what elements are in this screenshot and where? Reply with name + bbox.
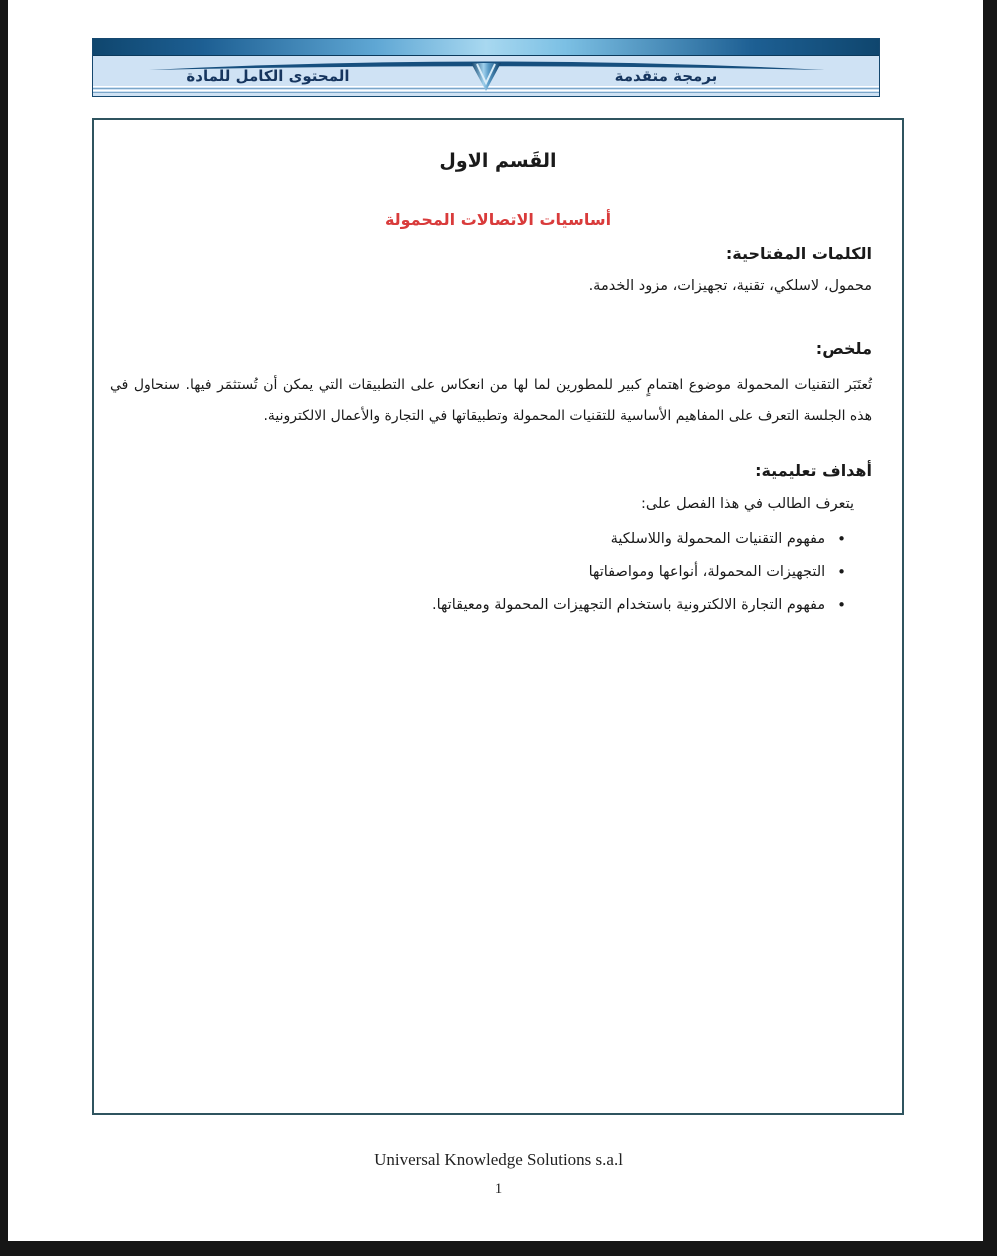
section-title: القَسم الاول xyxy=(439,150,557,172)
keywords-heading: الكلمات المفتاحية: xyxy=(725,244,872,263)
summary-paragraph: تُعتَبَر التقنيات المحمولة موضوع اهتمامٍ كبير للمطورين لما لها من انعكاس على التطبيقات التي يمكن أن تُستثمَر فيها. سنحاول في هذه الجلسة التعرف على المفاهيم الأساسية للتقنيات المحمولة وتطبيقاتها في التجارة والأعمال الالكترونية. xyxy=(110,377,872,424)
document-frame xyxy=(92,118,904,1115)
bullet-icon: • xyxy=(837,596,846,614)
list-item xyxy=(154,528,846,561)
bullet-icon: • xyxy=(837,530,846,548)
page-number: 1 xyxy=(494,1181,503,1197)
page-header-banner xyxy=(92,38,880,97)
keywords-text: محمول، لاسلكي، تقنية، تجهيزات، مزود الخدمة. xyxy=(588,278,872,294)
bullet-icon: • xyxy=(837,563,846,581)
summary-heading: ملخص: xyxy=(815,339,872,358)
list-item xyxy=(154,594,846,627)
list-item-text: مفهوم التقنيات المحمولة واللاسلكية xyxy=(610,531,826,547)
header-content-label: المحتوى الكامل للمادة xyxy=(186,67,350,85)
v-logo-icon xyxy=(470,62,502,96)
scan-edge-bottom xyxy=(0,1241,997,1256)
list-item xyxy=(154,561,846,594)
objectives-list xyxy=(154,528,846,627)
objectives-heading: أهداف تعليمية: xyxy=(755,461,872,480)
list-item-text: مفهوم التجارة الالكترونية باستخدام التجهيزات المحمولة ومعيقاتها. xyxy=(431,597,826,613)
objectives-intro: يتعرف الطالب في هذا الفصل على: xyxy=(641,496,854,512)
footer-company-name: Universal Knowledge Solutions s.a.l xyxy=(374,1150,623,1169)
header-course-title: برمجة متقدمة xyxy=(614,67,718,85)
scan-edge-right xyxy=(983,0,997,1256)
header-gradient-bar xyxy=(93,39,879,56)
scan-edge-left xyxy=(0,0,8,1256)
lesson-title: أساسيات الاتصالات المحمولة xyxy=(384,210,612,229)
list-item-text: التجهيزات المحمولة، أنواعها ومواصفاتها xyxy=(588,564,826,580)
